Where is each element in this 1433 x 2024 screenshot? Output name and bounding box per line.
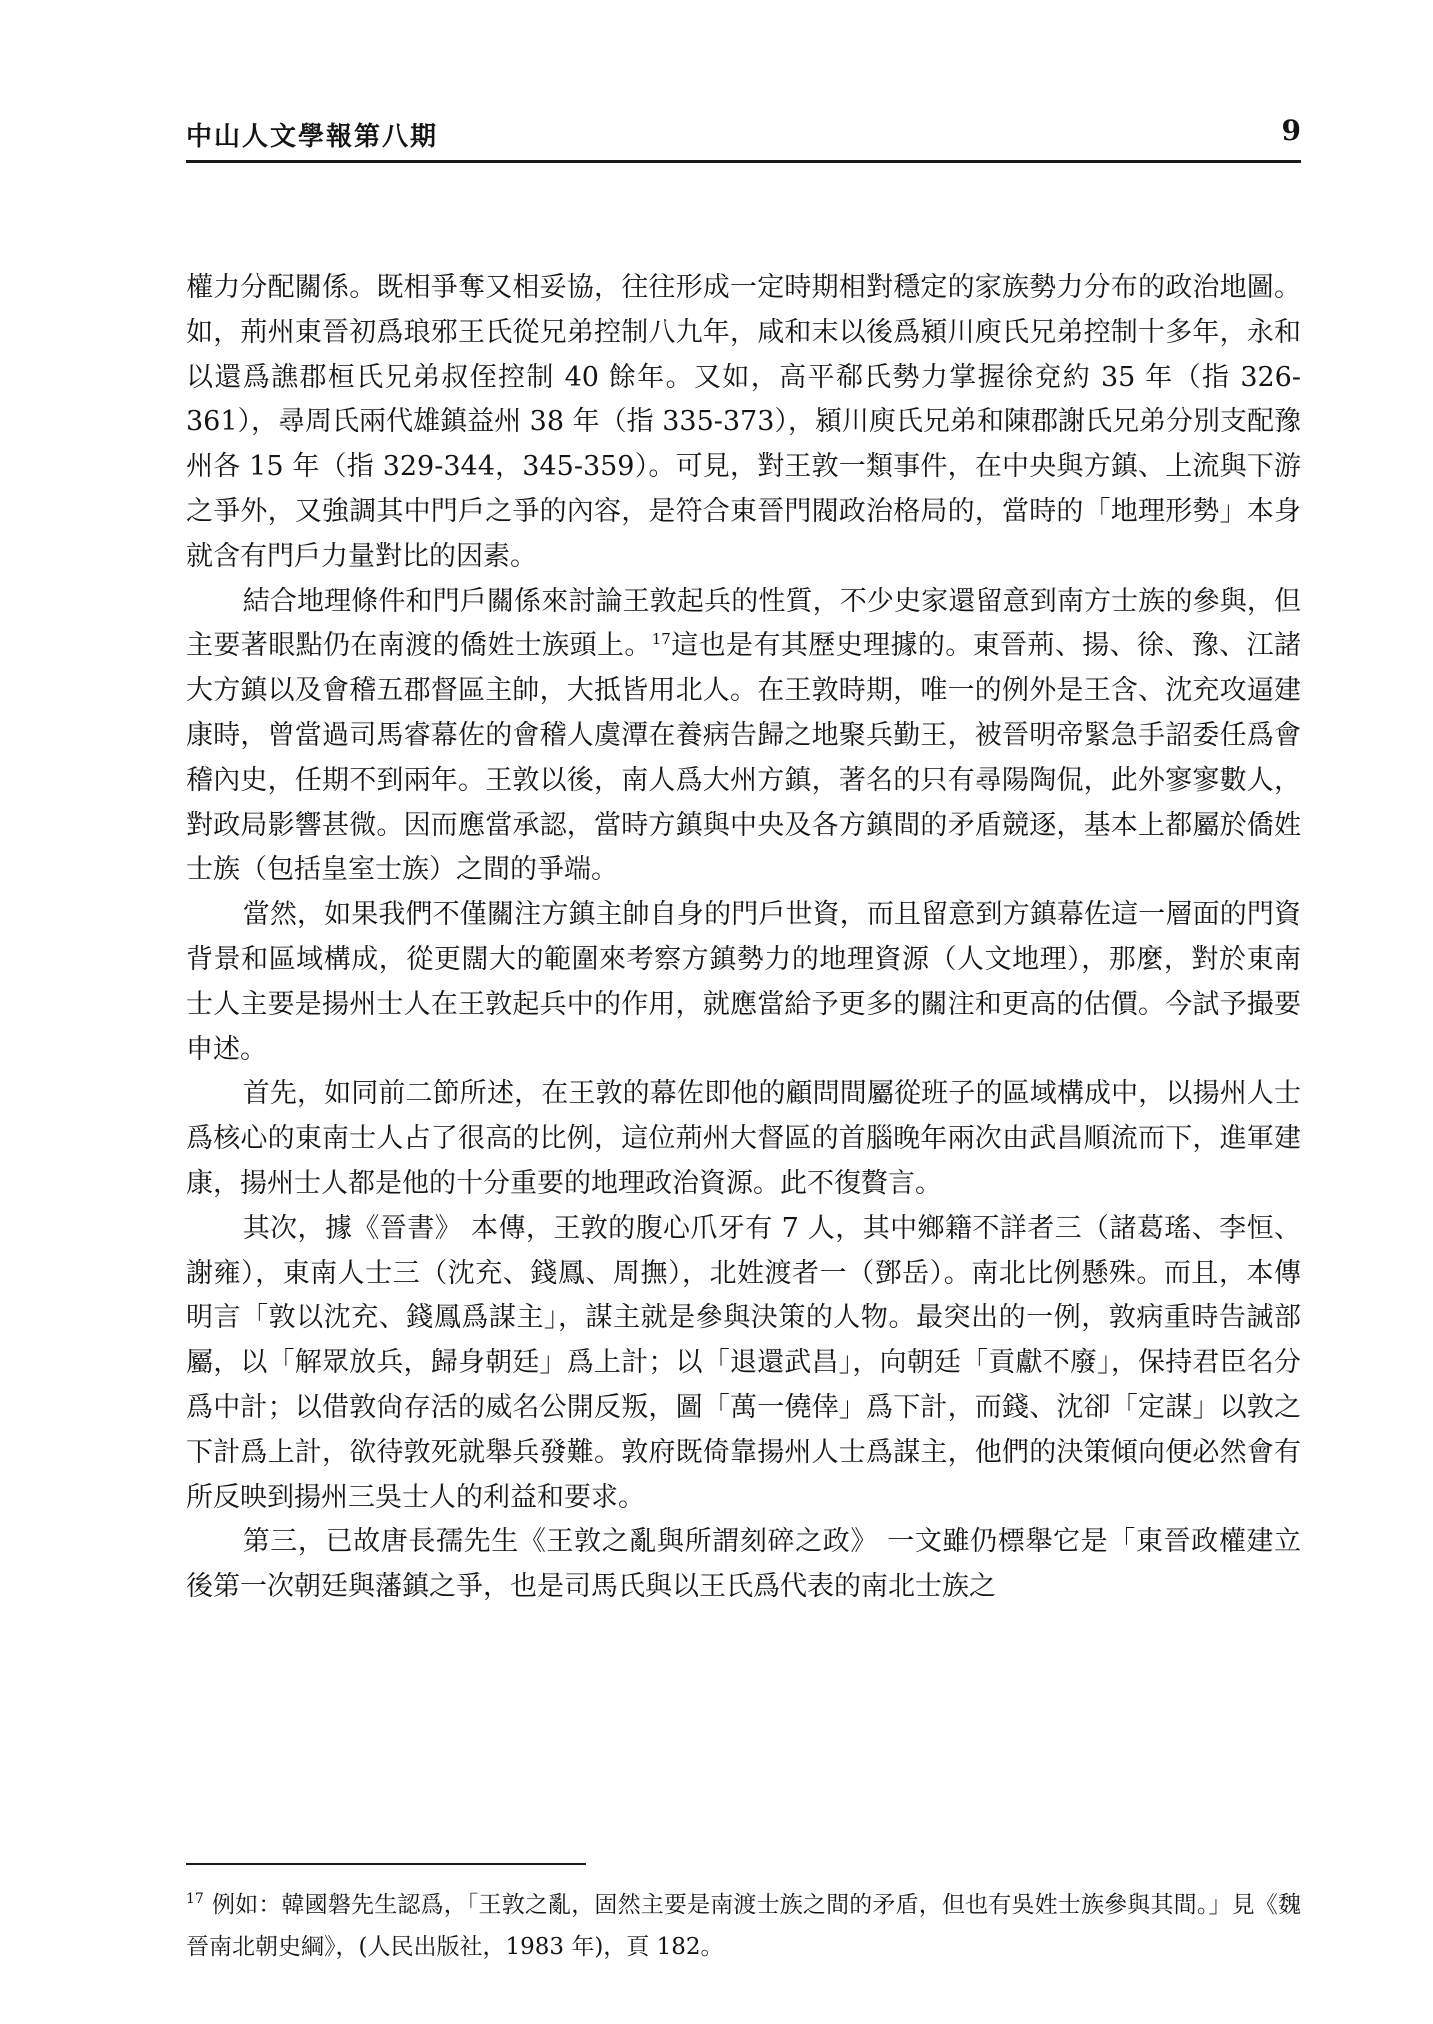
header-rule	[186, 160, 1301, 163]
footnote-number: 17	[186, 1891, 204, 1908]
paragraph-4: 首先，如同前二節所述，在王敦的幕佐即他的顧問間屬從班子的區域構成中，以揚州人士爲核心的東南士人占了很高的比例，這位荊州大督區的首腦晚年兩次由武昌順流而下，進軍建康，揚州士人都是他的十分重要的地理政治資源。此不復贅言。	[186, 1078, 1301, 1199]
footnote-rule	[186, 1863, 586, 1865]
journal-title: 中山人文學報第八期	[186, 122, 439, 152]
paragraph-2-part-1: 結合地理條件和門戶關係來討論王敦起兵的性質，不少史家還留意到南方士族的參與，但主要著眼點仍在南渡的僑姓士族頭上。	[186, 585, 1301, 662]
paragraph-2-part-2: 這也是有其歷史理據的。東晉荊、揚、徐、豫、江諸大方鎮以及會稽五郡督區主帥，大抵皆用北人。在王敦時期，唯一的例外是王含、沈充攻逼建康時，曾當過司馬睿幕佐的會稽人虞潭在養病告歸之地聚兵勤王，被晉明帝緊急手詔委任爲會稽內史，任期不到兩年。王敦以後，南人爲大州方鎮，著名的只有尋陽陶侃，此外寥寥數人，對政局影響甚微。因而應當承認，當時方鎮與中央及各方鎮間的矛盾競逐，基本上都屬於僑姓士族（包括皇室士族）之間的爭端。	[186, 630, 1302, 886]
paragraph-5: 其次，據《晉書》 本傳，王敦的腹心爪牙有 7 人，其中鄉籍不詳者三（諸葛瑤、李恒、謝雍），東南人士三（沈充、錢鳳、周撫），北姓渡者一（鄧岳）。南北比例懸殊。而且，本傳明言「敦以沈充、錢鳳爲謀主」，謀主就是參與決策的人物。最突出的一例，敦病重時告誡部屬，以「解眾放兵，歸身朝廷」爲上計；以「退還武昌」，向朝廷「貢獻不廢」，保持君臣名分爲中計；以借敦尙存活的威名公開反叛，圖「萬一僥倖」爲下計，而錢、沈卻「定謀」以敦之下計爲上計，欲待敦死就舉兵發難。敦府既倚靠揚州人士爲謀主，他們的決策傾向便必然會有所反映到揚州三吳士人的利益和要求。	[186, 1212, 1301, 1513]
footnote	[186, 1884, 1301, 1968]
page-number: 9	[1281, 114, 1301, 147]
footnote-text: 例如：韓國磐先生認爲，「王敦之亂，固然主要是南渡士族之間的矛盾，但也有吳姓士族參與其間。」見《魏晉南北朝史綱》，(人民出版社，1983 年)，頁 182。	[186, 1892, 1301, 1960]
paragraph-3: 當然，如果我們不僅關注方鎮主帥自身的門戶世資，而且留意到方鎮幕佐這一層面的門資背景和區域構成，從更闊大的範圍來考察方鎮勢力的地理資源（人文地理），那麼，對於東南士人主要是揚州士人在王敦起兵中的作用，就應當給予更多的關注和更高的估價。今試予撮要申述。	[186, 899, 1301, 1065]
paragraph-2	[186, 580, 1301, 894]
paragraph-6: 第三，已故唐長孺先生《王敦之亂與所謂刻碎之政》 一文雖仍標舉它是「東晉政權建立後第一次朝廷與藩鎮之爭，也是司馬氏與以王氏爲代表的南北士族之	[186, 1526, 1301, 1603]
paragraph-1: 權力分配關係。既相爭奪又相妥協，往往形成一定時期相對穩定的家族勢力分布的政治地圖。如，荊州東晉初爲琅邪王氏從兄弟控制八九年，咸和末以後爲潁川庾氏兄弟控制十多年，永和以還爲譙郡桓氏兄弟叔侄控制 40 餘年。又如，高平郗氏勢力掌握徐兗約 35 年（指 326-361），尋周氏兩代雄鎮益州 38 年（指 335-373），潁川庾氏兄弟和陳郡謝氏兄弟分別支配豫州各 15 年（指 329-344，345-359）。可見，對王敦一類事件，在中央與方鎮、上流與下游之爭外，又強調其中門戶之爭的內容，是符合東晉門閥政治格局的，當時的「地理形勢」本身就含有門戶力量對比的因素。	[186, 272, 1301, 572]
running-header	[186, 110, 1301, 156]
footnote-17	[186, 1884, 1301, 1968]
body-text	[186, 266, 1301, 1610]
footnote-reference: 17	[651, 630, 671, 649]
